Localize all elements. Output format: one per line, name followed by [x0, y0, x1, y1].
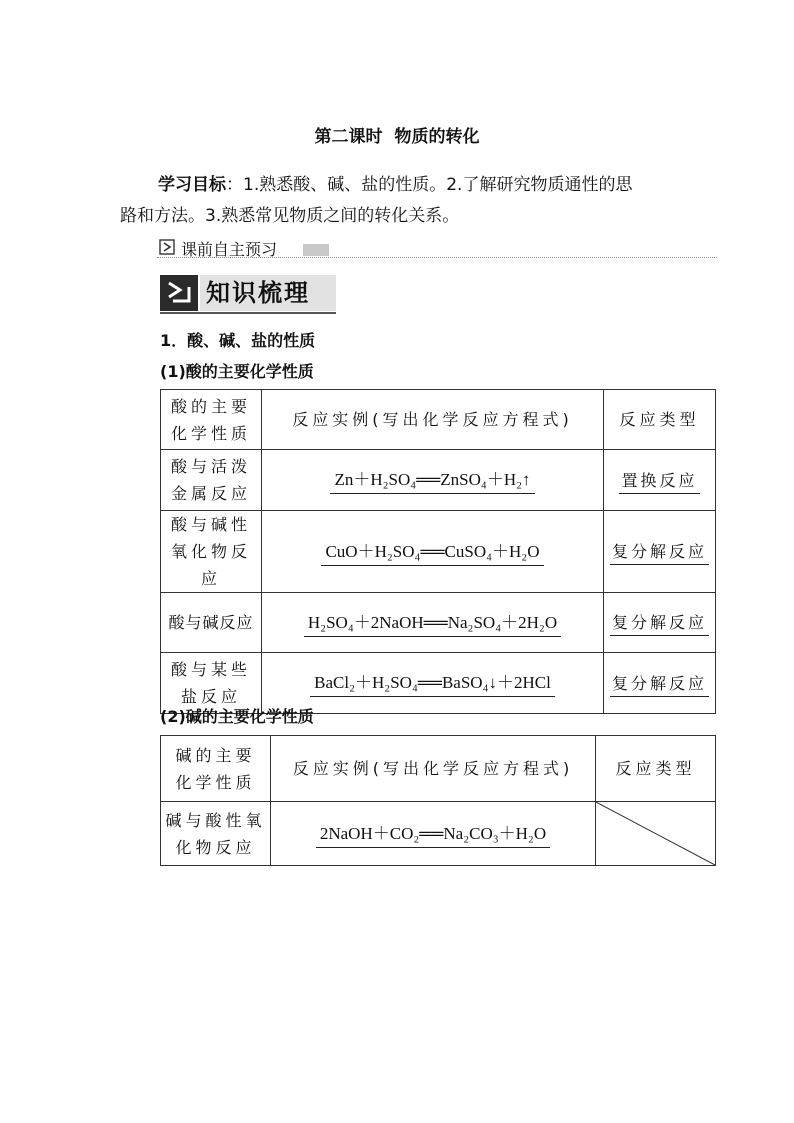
- page-title: [0, 122, 794, 147]
- equation-cell: [271, 802, 596, 866]
- equation-cell: [262, 593, 604, 653]
- knowledge-underline: [160, 312, 336, 314]
- table-row: [161, 511, 716, 593]
- type-cell: [604, 511, 716, 593]
- table-row: [161, 593, 716, 653]
- learning-objectives: [120, 170, 720, 232]
- base-properties-heading: (2)碱的主要化学性质: [160, 707, 314, 726]
- objectives-line-2: 路和方法。3.熟悉常见物质之间的转化关系。: [120, 206, 460, 226]
- reaction-type-answer: 复分解反应: [610, 541, 709, 565]
- equation-text: 2NaOH＋CO₂══Na₂CO₃＋H₂O: [316, 823, 550, 848]
- knowledge-section-title: 知识梳理: [200, 275, 336, 311]
- header-property: 碱的主要化学性质: [161, 736, 271, 802]
- equation-text: BaCl₂＋H₂SO₄══BaSO₄↓＋2HCl: [310, 672, 555, 697]
- property-cell: 酸与碱性氧化物反应: [161, 511, 262, 593]
- property-cell: 酸与某些盐反应: [161, 653, 262, 714]
- table-header-row: [161, 390, 716, 450]
- dotted-divider: [157, 257, 717, 258]
- equation-text: CuO＋H₂SO₄══CuSO₄＋H₂O: [321, 541, 543, 566]
- property-cell: 酸与碱反应: [161, 593, 262, 653]
- header-type: 反应类型: [596, 736, 716, 802]
- type-cell: [604, 653, 716, 714]
- chevron-arrow-icon: [160, 275, 198, 311]
- reaction-type-answer: 置换反应: [619, 470, 699, 494]
- header-example: 反应实例(写出化学反应方程式): [262, 390, 604, 450]
- table-row: [161, 450, 716, 511]
- type-cell: [604, 593, 716, 653]
- acid-properties-heading: (1)酸的主要化学性质: [160, 362, 314, 381]
- preview-section-bar: [157, 237, 717, 259]
- equation-cell: [262, 450, 604, 511]
- diagonal-line: [596, 802, 715, 865]
- equation-cell: [262, 511, 604, 593]
- title-topic: 物质的转化: [394, 127, 480, 147]
- equation-text: Zn＋H₂SO₄══ZnSO₄＋H₂↑: [330, 469, 534, 494]
- section-1-heading: 1．酸、碱、盐的性质: [160, 331, 316, 350]
- header-type: 反应类型: [604, 390, 716, 450]
- objectives-line-1: ：1.熟悉酸、碱、盐的性质。2.了解研究物质通性的思: [226, 175, 633, 195]
- preview-section-title: 课前自主预习: [181, 240, 278, 259]
- table-header-row: [161, 736, 716, 802]
- table-row: [161, 802, 716, 866]
- type-cell: [604, 450, 716, 511]
- header-property: 酸的主要化学性质: [161, 390, 262, 450]
- base-properties-table: [160, 735, 716, 866]
- objectives-label: 学习目标: [158, 175, 226, 195]
- header-example: 反应实例(写出化学反应方程式): [271, 736, 596, 802]
- arrow-box-icon: [159, 239, 175, 255]
- property-cell: 酸与活泼金属反应: [161, 450, 262, 511]
- equation-text: H₂SO₄＋2NaOH══Na₂SO₄＋2H₂O: [304, 612, 561, 637]
- preview-decor-block: [303, 244, 329, 256]
- reaction-type-answer: 复分解反应: [610, 612, 709, 636]
- acid-properties-table: [160, 389, 716, 714]
- knowledge-section-header: [160, 275, 336, 313]
- property-cell: 碱与酸性氧化物反应: [161, 802, 271, 866]
- reaction-type-answer: 复分解反应: [610, 673, 709, 697]
- title-lesson: 第二课时: [314, 127, 383, 147]
- empty-diagonal-cell: [596, 802, 716, 866]
